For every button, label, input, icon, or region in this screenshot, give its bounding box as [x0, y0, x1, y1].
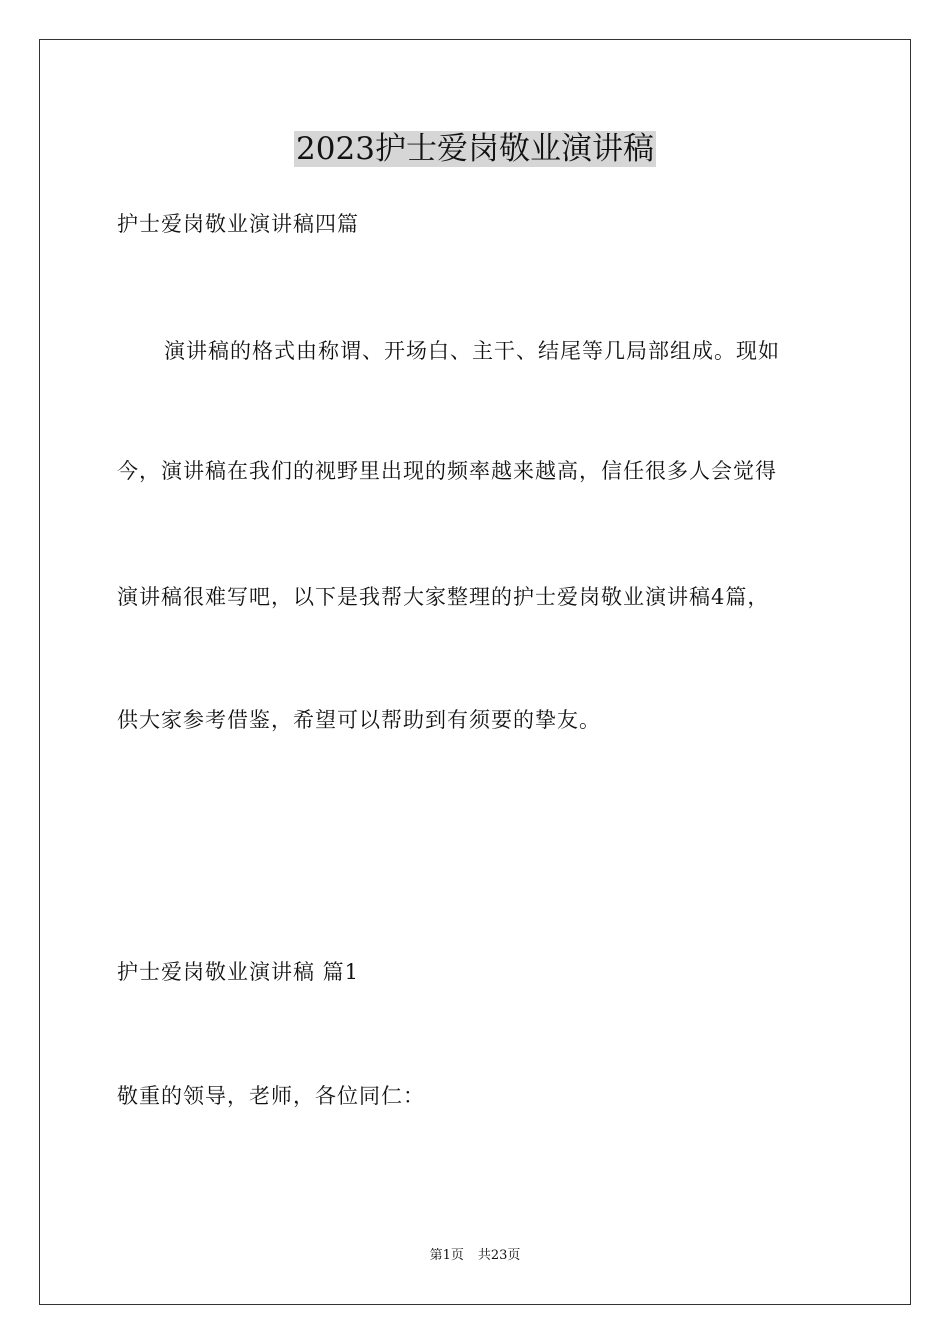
intro-paragraph-line-2: 今，演讲稿在我们的视野里出现的频率越来越高，信任很多人会觉得 — [117, 459, 777, 483]
intro-paragraph-line-3: 演讲稿很难写吧，以下是我帮大家整理的护士爱岗敬业演讲稿4篇， — [117, 585, 770, 609]
section-heading: 护士爱岗敬业演讲稿 篇1 — [117, 960, 360, 984]
page-footer — [0, 1247, 950, 1265]
intro-paragraph-line-1: 演讲稿的格式由称谓、开场白、主干、结尾等几局部组成。现如 — [164, 339, 780, 363]
page-number: 第1页 — [429, 1248, 464, 1263]
page-total: 共23页 — [477, 1248, 521, 1263]
salutation: 敬重的领导，老师，各位同仁： — [117, 1084, 425, 1108]
document-title-text: 2023护士爱岗敬业演讲稿 — [296, 131, 654, 167]
document-subtitle: 护士爱岗敬业演讲稿四篇 — [117, 212, 359, 236]
intro-paragraph-line-4: 供大家参考借鉴，希望可以帮助到有须要的挚友。 — [117, 708, 601, 732]
document-title — [0, 127, 950, 171]
